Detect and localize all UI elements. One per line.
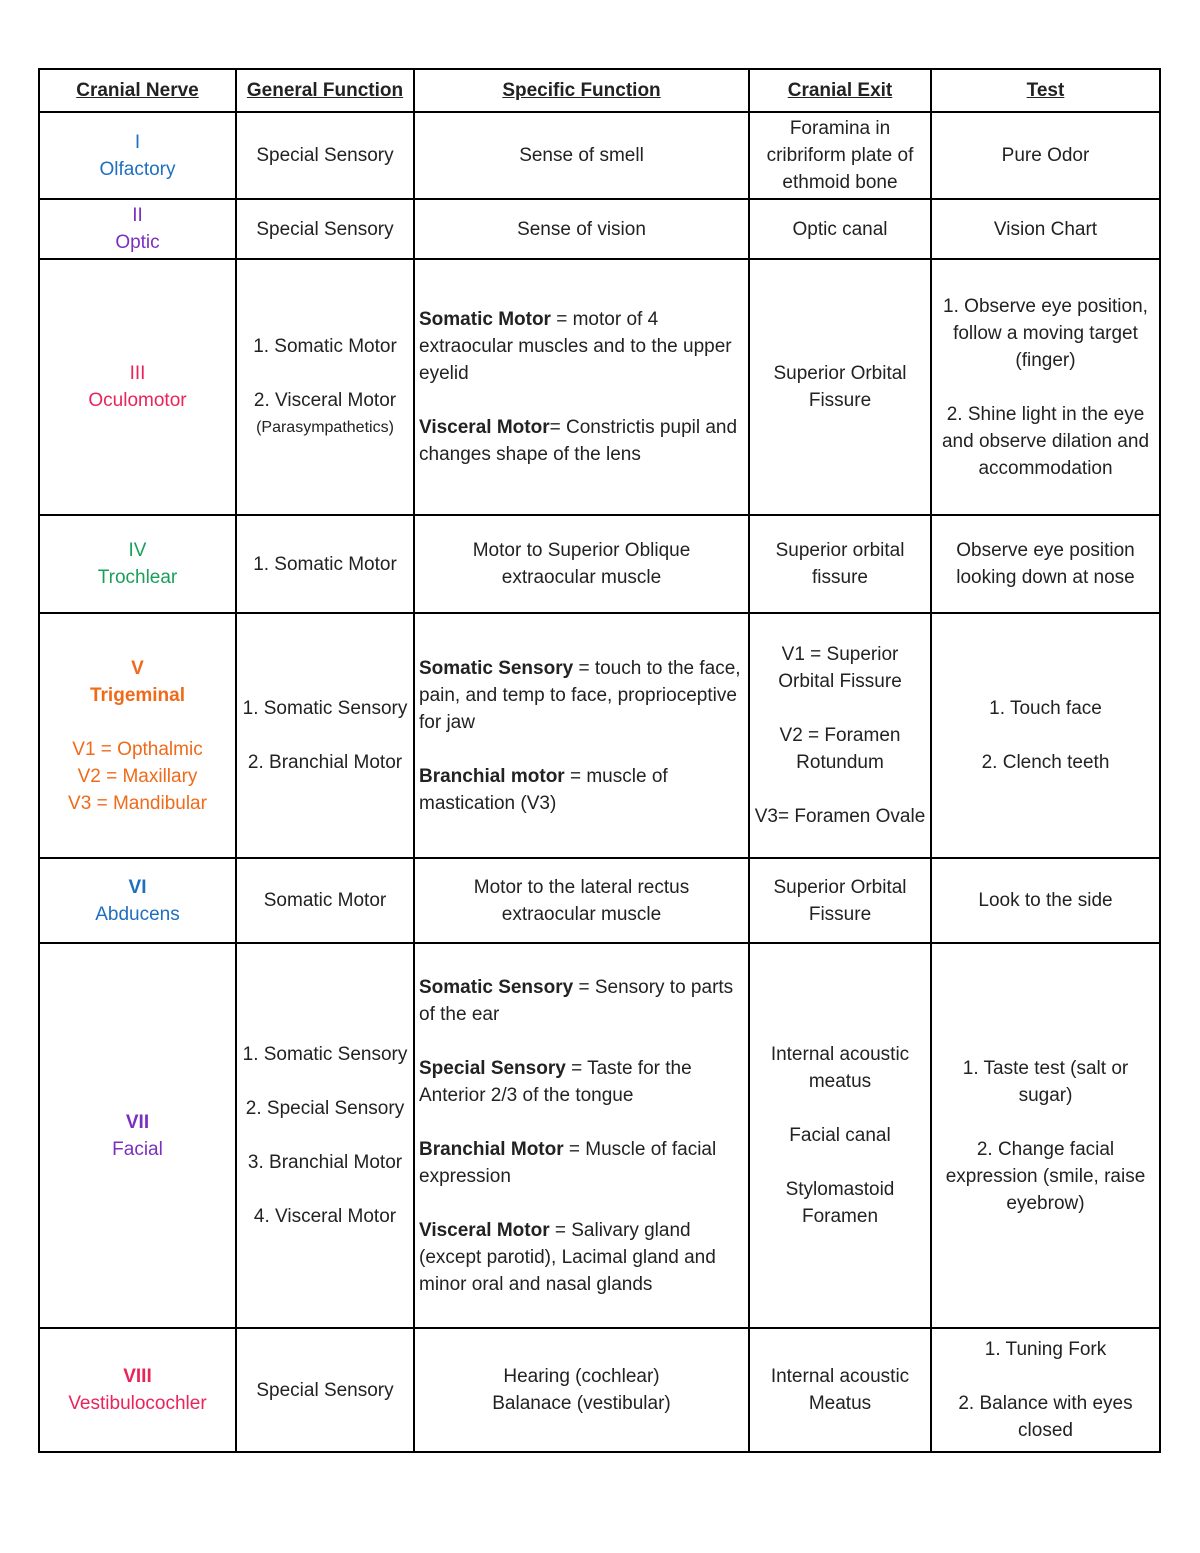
table-row-olfactory [39,112,1160,199]
exit-line: Internal acoustic [770,1366,910,1387]
exit-item: Stylomastoid Foramen [785,1179,895,1227]
cranial-nerve-table [38,68,1161,1453]
exit-line: ethmoid bone [782,172,898,193]
cranial-exit [749,259,931,515]
general-function [236,259,414,515]
nerve-numeral: VII [125,1111,150,1133]
term: Somatic Sensory [419,657,574,679]
header-cranial-nerve: Cranial Nerve [39,69,236,112]
table-row-oculomotor [39,259,1160,515]
term: Somatic Motor [419,309,551,330]
specific-line: Motor to the lateral rectus [473,876,690,898]
nerve-name: Trigeminal [89,684,186,706]
nerve-numeral: II [132,205,143,226]
nerve-numeral: VIII [123,1366,152,1387]
table-row-abducens [39,858,1160,943]
specific-item [419,1217,744,1298]
nerve-olfactory [39,112,236,199]
nerve-name: Facial [112,1138,163,1160]
specific-item [419,414,744,468]
general-function [236,943,414,1328]
specific-function [414,613,749,858]
general-function: 1. Somatic Motor [236,515,414,613]
test: Vision Chart [931,199,1160,259]
test [931,613,1160,858]
exit-item: V1 = Superior Orbital Fissure [778,644,902,692]
cranial-exit: Optic canal [749,199,931,259]
nerve-name: Trochlear [97,567,178,588]
exit-item: Facial canal [789,1125,891,1146]
header-row [39,69,1160,112]
exit-line: cribriform plate of [766,145,914,166]
specific-item [419,1136,744,1190]
general-item: 1. Somatic Sensory [242,1044,408,1065]
cranial-exit [749,112,931,199]
header-test: Test [931,69,1160,112]
exit-line: Foramina in [789,118,891,139]
test-line: Observe eye position [956,540,1135,561]
table-row-optic [39,199,1160,259]
test [931,515,1160,613]
specific-line: Hearing (cochlear) [503,1366,660,1387]
nerve-oculomotor [39,259,236,515]
test [931,1328,1160,1452]
term: Somatic Sensory [419,976,574,998]
nerve-name: Abducens [95,903,180,925]
table-row-trigeminal [39,613,1160,858]
test-item: 1. Tuning Fork [984,1339,1107,1360]
general-item: 2. Visceral Motor [253,390,397,411]
nerve-branch: V3 = Mandibular [68,792,207,814]
test-item: 1. Observe eye position, follow a moving target (finger) [943,295,1148,371]
specific-line: Motor to Superior Oblique [472,540,691,561]
specific-function: Sense of vision [414,199,749,259]
nerve-name: Vestibulocochler [68,1393,207,1414]
table-row-vestibulocochlear [39,1328,1160,1452]
specific-item [419,655,744,736]
header-general-function: General Function [236,69,414,112]
exit-line: Superior Orbital [773,876,907,898]
nerve-abducens [39,858,236,943]
description: = Constrictis pupil and changes shape of the lens [419,417,738,465]
specific-item [419,763,744,817]
general-function: Special Sensory [236,199,414,259]
term: Special Sensory [419,1057,566,1079]
nerve-facial [39,943,236,1328]
exit-line: Fissure [808,390,872,411]
nerve-numeral: V [131,657,144,679]
general-note: (Parasympathetics) [256,419,394,436]
nerve-numeral: IV [128,540,147,561]
description: = touch to the face, pain, and temp to face, proprioceptive for jaw [419,657,741,733]
exit-item: V2 = Foramen Rotundum [779,725,901,773]
nerve-name: Oculomotor [88,390,187,411]
specific-function [414,259,749,515]
nerve-branch: V1 = Opthalmic [72,738,203,760]
exit-line: Meatus [808,1393,872,1414]
exit-item: V3= Foramen Ovale [754,806,926,827]
specific-function [414,943,749,1328]
test [931,943,1160,1328]
test-item: 1. Taste test (salt or sugar) [962,1057,1129,1106]
exit-line: Superior Orbital [773,363,907,384]
nerve-numeral: VI [128,876,147,898]
test-item: 2. Balance with eyes closed [958,1393,1133,1441]
specific-function [414,858,749,943]
description: = Sensory to parts of the ear [419,976,734,1025]
cranial-exit [749,1328,931,1452]
general-item: 2. Special Sensory [245,1098,405,1119]
test-item: 2. Clench teeth [981,752,1110,773]
specific-line: extraocular muscle [501,903,662,925]
term: Visceral Motor [419,417,550,438]
general-function: Somatic Motor [236,858,414,943]
general-item: 4. Visceral Motor [253,1206,397,1227]
nerve-numeral: III [129,363,146,384]
nerve-vestibulocochlear [39,1328,236,1452]
specific-function: Sense of smell [414,112,749,199]
specific-item [419,974,744,1028]
general-function: Special Sensory [236,112,414,199]
nerve-name: Optic [115,232,160,253]
description: = motor of 4 extraocular muscles and to the upper eyelid [419,309,732,384]
table-row-trochlear [39,515,1160,613]
test-item: 2. Change facial expression (smile, raise eyebrow) [945,1138,1146,1214]
description: = muscle of mastication (V3) [419,765,668,814]
description: = Salivary gland (except parotid), Lacimal gland and minor oral and nasal glands [419,1219,716,1295]
general-function [236,613,414,858]
nerve-optic [39,199,236,259]
general-item: 1. Somatic Motor [253,336,397,357]
specific-function [414,1328,749,1452]
nerve-name: Olfactory [99,158,176,180]
description: = Taste for the Anterior 2/3 of the tongue [419,1057,692,1106]
specific-item [419,306,744,387]
cranial-exit [749,943,931,1328]
nerve-trochlear [39,515,236,613]
nerve-branch: V2 = Maxillary [77,765,198,787]
test-item: 2. Shine light in the eye and observe dilation and accommodation [941,403,1150,479]
specific-item [419,1055,744,1109]
test: Pure Odor [931,112,1160,199]
exit-line: fissure [812,567,868,588]
test-line: looking down at nose [956,567,1135,588]
general-function: Special Sensory [236,1328,414,1452]
specific-function [414,515,749,613]
term: Branchial Motor [419,1138,564,1160]
general-item: 2. Branchial Motor [247,752,403,773]
cranial-exit [749,858,931,943]
general-item: 3. Branchial Motor [247,1152,403,1173]
term: Visceral Motor [419,1219,550,1241]
specific-line: Balanace (vestibular) [492,1393,671,1414]
exit-item: Internal acoustic meatus [770,1044,910,1092]
nerve-trigeminal [39,613,236,858]
cranial-exit [749,515,931,613]
test: Look to the side [931,858,1160,943]
test [931,259,1160,515]
cranial-exit [749,613,931,858]
term: Branchial motor [419,765,565,787]
header-specific-function: Specific Function [414,69,749,112]
description: = Muscle of facial expression [419,1138,717,1187]
general-item: 1. Somatic Sensory [242,698,408,719]
table-row-facial [39,943,1160,1328]
specific-line: extraocular muscle [501,567,662,588]
nerve-numeral: I [134,131,141,153]
exit-line: Fissure [808,903,872,925]
exit-line: Superior orbital [775,540,905,561]
header-cranial-exit: Cranial Exit [749,69,931,112]
test-item: 1. Touch face [989,698,1102,719]
